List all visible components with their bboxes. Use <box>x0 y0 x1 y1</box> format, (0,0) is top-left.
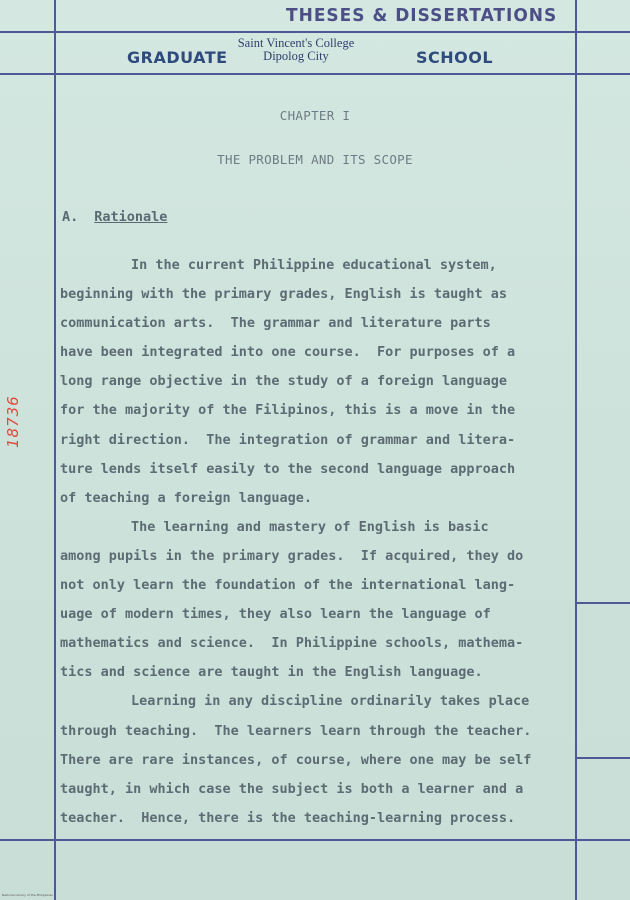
body-line: The learning and mastery of English is basic <box>131 518 489 535</box>
rule-bottom <box>0 839 630 841</box>
body-line: for the majority of the Filipinos, this is a move in the <box>60 402 516 419</box>
body-line: teacher. Hence, there is the teaching-learning process. <box>60 809 516 826</box>
chapter-subtitle: THE PROBLEM AND ITS SCOPE <box>217 152 413 167</box>
body-line: There are rare instances, of course, where one may be self <box>60 751 532 768</box>
body-text <box>60 251 576 833</box>
body-line: among pupils in the primary grades. If acquired, they do <box>60 547 524 564</box>
body-line: through teaching. The learners learn through the teacher. <box>60 722 532 739</box>
rule-right-lower <box>576 757 630 759</box>
theses-stamp: THESES & DISSERTATIONS <box>286 5 558 27</box>
body-line: communication arts. The grammar and literature parts <box>60 315 491 332</box>
section-letter: A. <box>62 209 79 225</box>
section-title: Rationale <box>94 209 168 225</box>
body-line: mathematics and science. In Philippine schools, mathema- <box>60 635 524 652</box>
rule-header-bottom <box>0 73 630 75</box>
section-heading <box>62 209 167 225</box>
body-line: not only learn the foundation of the international lang- <box>60 577 516 594</box>
rule-left-margin <box>54 0 56 900</box>
college-line-2: Dipolog City <box>263 49 329 63</box>
body-line: beginning with the primary grades, English is taught as <box>60 286 508 303</box>
rule-right-upper <box>576 602 630 604</box>
body-line: ture lends itself easily to the second language approach <box>60 460 516 477</box>
body-line: uage of modern times, they also learn the language of <box>60 606 491 623</box>
body-line: have been integrated into one course. For purposes of a <box>60 344 516 361</box>
body-line: tics and science are taught in the English language. <box>60 664 483 681</box>
header-graduate: GRADUATE <box>127 48 228 67</box>
college-line-1: Saint Vincent's College <box>237 36 355 50</box>
body-line: of teaching a foreign language. <box>60 489 312 506</box>
handwritten-margin-note: 18736 <box>4 395 22 448</box>
chapter-heading: CHAPTER I <box>279 108 351 123</box>
header-school: SCHOOL <box>416 48 494 67</box>
rule-top <box>0 31 630 33</box>
body-line: Learning in any discipline ordinarily takes place <box>131 693 530 710</box>
college-name <box>228 37 364 63</box>
footer-credit: National Library of the Philippines <box>2 893 53 897</box>
body-line: taught, in which case the subject is both a learner and a <box>60 780 524 797</box>
body-line: In the current Philippine educational system, <box>131 257 497 273</box>
body-line: long range objective in the study of a foreign language <box>60 373 508 390</box>
body-line: right direction. The integration of grammar and litera- <box>60 431 516 448</box>
